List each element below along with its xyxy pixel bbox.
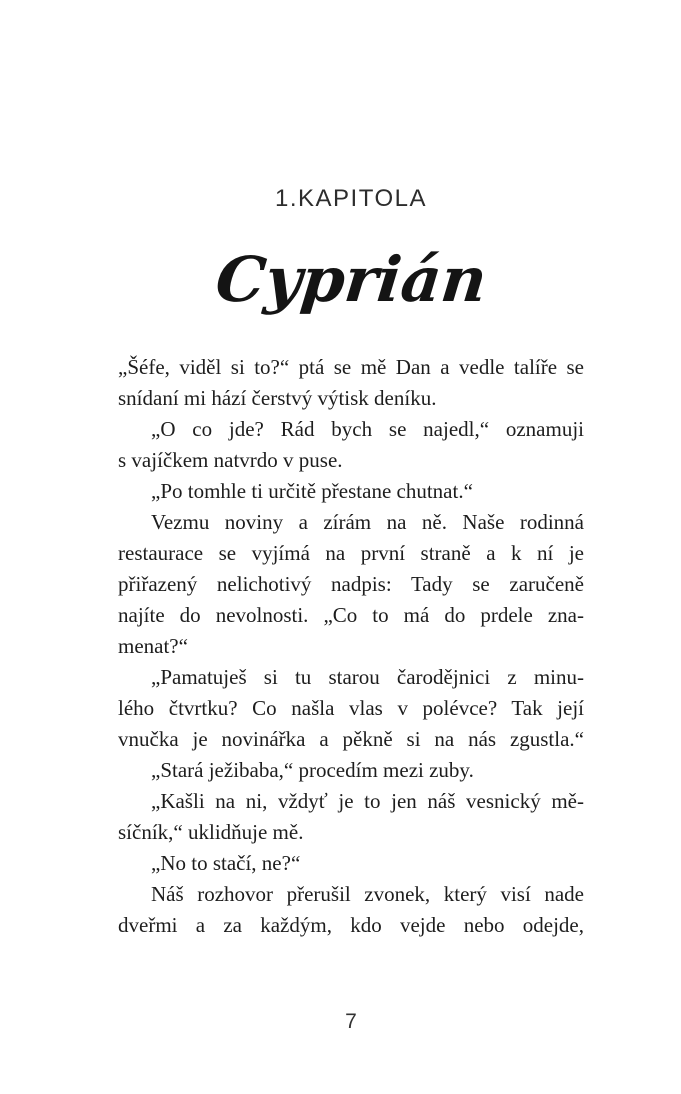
body-line: lého čtvrtku? Co našla vlas v polévce? Tak její bbox=[118, 696, 584, 720]
page-number: 7 bbox=[345, 1010, 357, 1033]
body-line: snídaní mi hází čerstvý výtisk deníku. bbox=[118, 386, 437, 410]
body-line: přiřazený nelichotivý nadpis: Tady se zaručeně bbox=[118, 572, 584, 596]
body-line: „No to stačí, ne?“ bbox=[151, 851, 301, 875]
body-line: dveřmi a za každým, kdo vejde nebo odejde, bbox=[118, 913, 584, 937]
body-line: síčník,“ uklidňuje mě. bbox=[118, 820, 304, 844]
body-line: Náš rozhovor přerušil zvonek, který visí nade bbox=[151, 882, 584, 906]
body-line: vnučka je novinářka a pěkně si na nás zgustla.“ bbox=[118, 727, 584, 751]
body-line: „Po tomhle ti určitě přestane chutnat.“ bbox=[151, 479, 473, 503]
body-line: restaurace se vyjímá na první straně a k ní je bbox=[118, 541, 584, 565]
body-line: menat?“ bbox=[118, 634, 188, 658]
body-text bbox=[118, 352, 584, 941]
body-line: „O co jde? Rád bych se najedl,“ oznamuji bbox=[151, 417, 584, 441]
body-line: „Kašli na ni, vždyť je to jen náš vesnický mě- bbox=[151, 789, 584, 813]
body-line: najíte do nevolnosti. „Co to má do prdele zna- bbox=[118, 603, 584, 627]
chapter-label: 1.KAPITOLA bbox=[275, 185, 427, 212]
chapter-title: Cyprián bbox=[212, 243, 491, 316]
body-line: s vajíčkem natvrdo v puse. bbox=[118, 448, 343, 472]
body-line: „Stará ježibaba,“ procedím mezi zuby. bbox=[151, 758, 474, 782]
body-line: „Pamatuješ si tu starou čarodějnici z minu- bbox=[151, 665, 584, 689]
body-line: Vezmu noviny a zírám na ně. Naše rodinná bbox=[151, 510, 584, 534]
body-line: „Šéfe, viděl si to?“ ptá se mě Dan a vedle talíře se bbox=[118, 355, 584, 379]
